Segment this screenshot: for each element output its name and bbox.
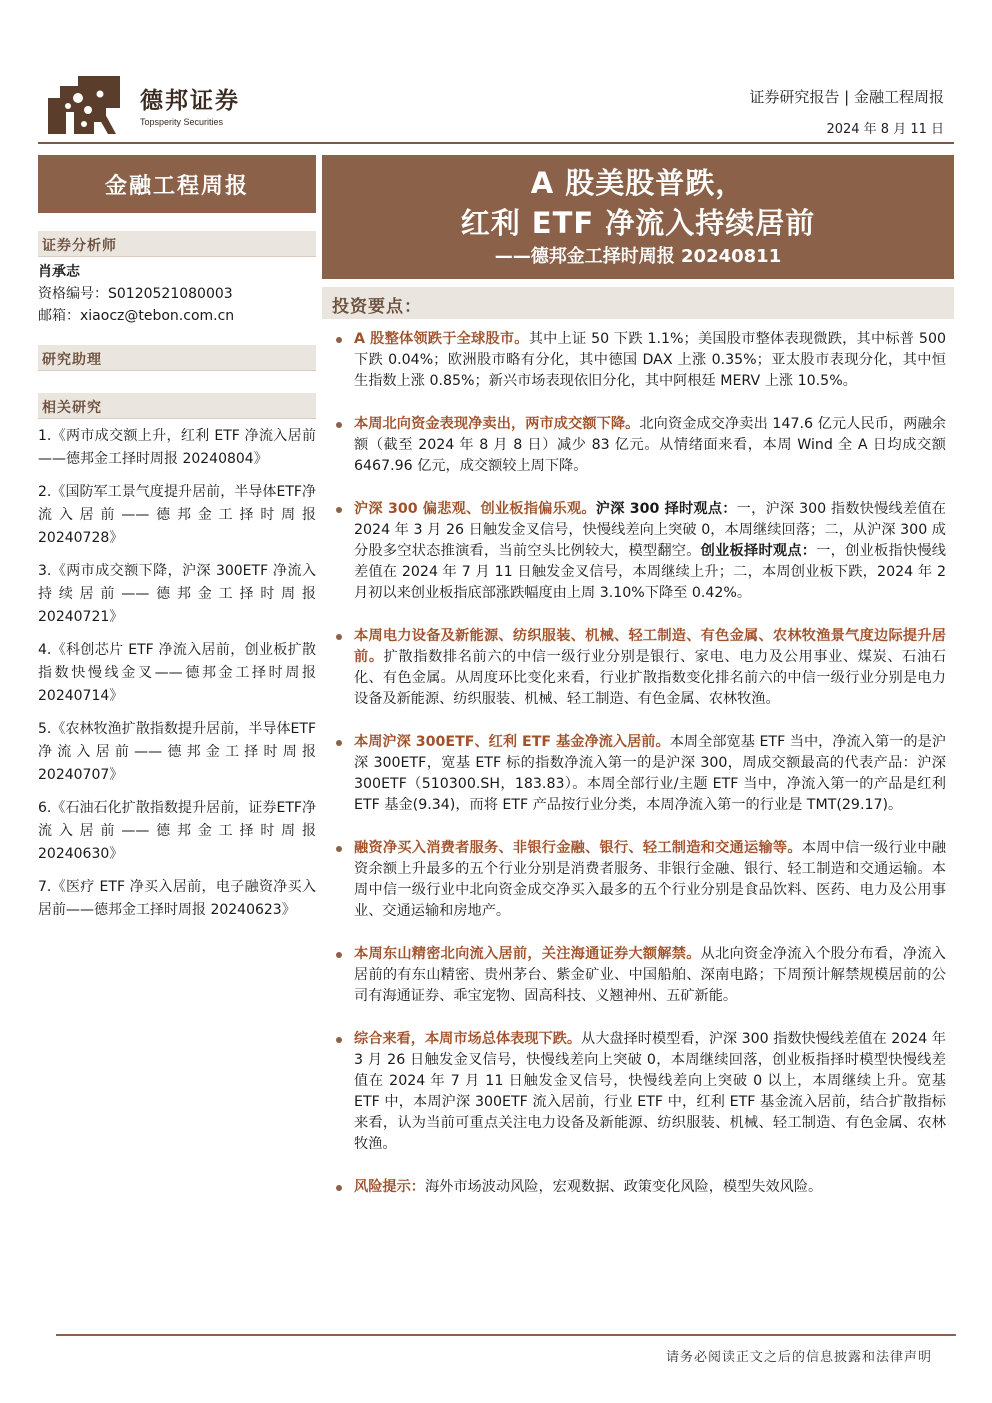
analyst-email: 邮箱：xiaocz@tebon.com.cn [38, 308, 235, 324]
point-highlight: 沪深 300 偏悲观、创业板指偏乐观。 [354, 501, 596, 517]
related-research-item[interactable]: 7.《医疗 ETF 净买入居前，电子融资净买入居前——德邦金工择时周报 20240623》 [38, 879, 316, 918]
point-text: 海外市场波动风险，宏观数据、政策变化风险，模型失效风险。 [424, 1179, 823, 1195]
point-text: 北向资金成交净卖出 147.6 亿元人民币，两融余额（截至 2024 年 8 月 8 日）减少 83 亿元。从情绪面来看，本周 Wind 全 A 日均成交额 6467.96 亿元，成交额较上周下降。 [354, 416, 946, 474]
bullet-icon [336, 634, 342, 640]
brand [140, 82, 240, 127]
point-item [322, 732, 954, 816]
tebon-logo-icon [44, 72, 124, 138]
related-research-item[interactable]: 5.《农林牧渔扩散指数提升居前，半导体ETF净流入居前——德邦金工择时周报 20240707》 [38, 721, 316, 783]
bullet-icon [336, 740, 342, 746]
point-highlight: A 股整体领跌于全球股市。 [354, 331, 529, 347]
point-text: 本周全部宽基 ETF 当中，净流入第一的是沪深 300ETF，宽基 ETF 标的指数净流入第一的是沪深 300，周成交额最高的代表产品：沪深 300ETF（510300.SH，183.83）。本周全部行业/主题 ETF 当中，净流入第一的产品是红利 ETF 基金(9.34)，而将 ETF 产品按行业分类，本周净流入第一的行业是 TMT(29.17)。 [354, 734, 947, 813]
related-research-item[interactable]: 3.《两市成交额下降，沪深 300ETF 净流入持续居前——德邦金工择时周报 20240721》 [38, 563, 316, 625]
point-item [322, 626, 954, 710]
bullet-icon [336, 507, 342, 513]
related-research-item[interactable]: 4.《科创芯片 ETF 净流入居前，创业板扩散指数快慢线金叉——德邦金工择时周报 20240714》 [38, 642, 316, 704]
footer-disclaimer[interactable]: 请务必阅读正文之后的信息披露和法律声明 [665, 1350, 932, 1365]
point-highlight: 本周电力设备及新能源、纺织服装、机械、轻工制造、有色金属、农林牧渔景气度边际提升居前。 [354, 628, 946, 665]
point-item [322, 1177, 954, 1198]
analyst-section-head: 证券分析师 [38, 231, 316, 257]
point-text: 扩散指数排名前六的中信一级行业分别是银行、家电、电力及公用事业、煤炭、石油石化、有色金属。从周度环比变化来看，行业扩散指数变化排名前六的中信一级行业分别是电力设备及新能源、纺织服装、机械、轻工制造、有色金属、农林牧渔。 [354, 649, 946, 707]
point-item [322, 414, 954, 477]
report-title-line2: 红利 ETF 净流入持续居前 [460, 206, 816, 240]
point-item [322, 838, 954, 922]
related-research-list [38, 425, 316, 922]
point-highlight: 综合来看，本周市场总体表现下跌。 [354, 1031, 582, 1047]
investment-points [322, 329, 954, 1198]
footer-divider [56, 1334, 956, 1336]
assistant-section-head: 研究助理 [38, 345, 316, 371]
point-text: 从大盘择时模型看，沪深 300 指数快慢线差值在 2024 年 3 月 26 日触发金叉信号，快慢线差向上突破 0，本周继续回落，创业板指择时模型快慢线差值在 2024 年 7 月 11 日触发金叉信号，快慢线差向上突破 0 以上，本周继续上升。宽基 ETF 中，本周沪深 300ETF 流入居前，行业 ETF 中，红利 ETF 基金流入居前，结合扩散指标来看，认为当前可重点关注电力设备及新能源、纺织服装、机械、轻工制造、有色金属、农林牧渔。 [354, 1031, 946, 1152]
point-text: 本周中信一级行业中融资余额上升最多的五个行业分别是消费者服务、非银行金融、银行、轻工制造和交通运输。本周中信一级行业中北向资金成交净买入最多的五个行业分别是食品饮料、医药、电力及公用事业、交通运输和房地产。 [354, 840, 946, 919]
analyst-license: 资格编号：S0120521080003 [38, 286, 233, 302]
bullet-icon [336, 337, 342, 343]
point-item [322, 329, 954, 392]
point-highlight: 本周沪深 300ETF、红利 ETF 基金净流入居前。 [354, 734, 670, 750]
analyst-info [38, 261, 316, 327]
point-highlight: 风险提示： [354, 1179, 425, 1195]
doc-type: 证券研究报告 | 金融工程周报 [749, 88, 944, 106]
header-divider [38, 142, 954, 144]
point-text: 从北向资金净流入个股分布看，净流入居前的有东山精密、贵州茅台、紫金矿业、中国船舶、深南电路；下周预计解禁规模居前的公司有海通证券、乖宝宠物、固高科技、义翘神州、五矿新能。 [354, 946, 946, 1004]
point-text: 一，创业板指快慢线差值在 2024 年 7 月 11 日触发金叉信号，本周继续上升；二，本周创业板下跌，2024 年 2 月初以来创业板指底部涨跌幅度由上周 3.10%下降至 0.42%。 [354, 543, 946, 601]
bullet-icon [336, 1185, 342, 1191]
report-type-box: 金融工程周报 [38, 155, 316, 213]
doc-date: 2024 年 8 月 11 日 [826, 122, 944, 137]
point-highlight: 融资净买入消费者服务、非银行金融、银行、轻工制造和交通运输等。 [354, 840, 802, 856]
point-highlight: 本周北向资金表现净卖出，两市成交额下降。 [354, 416, 640, 432]
main-content [322, 155, 954, 1220]
point-bold: 创业板择时观点： [700, 543, 817, 559]
report-subtitle: ——德邦金工择时周报 20240811 [494, 246, 782, 267]
related-research-item[interactable]: 2.《国防军工景气度提升居前，半导体ETF净流入居前——德邦金工择时周报 20240728》 [38, 484, 316, 546]
bullet-icon [336, 1037, 342, 1043]
page-header [0, 0, 992, 150]
left-sidebar [38, 155, 316, 932]
point-item [322, 944, 954, 1007]
brand-name-en: Topsperity Securities [140, 117, 224, 127]
bullet-icon [336, 952, 342, 958]
point-highlight: 本周东山精密北向流入居前，关注海通证券大额解禁。 [354, 946, 701, 962]
point-text: 一，沪深 300 指数快慢线差值在 2024 年 3 月 26 日触发金叉信号，快慢线差向上突破 0，本周继续回落；二，从沪深 300 成分股多空状态推演看，当前空头比例较大，模型翻空。 [354, 501, 946, 559]
point-item [322, 499, 954, 604]
analyst-name: 肖承志 [38, 264, 80, 280]
bullet-icon [336, 422, 342, 428]
report-title-line1: A 股美股普跌， [530, 166, 746, 200]
bullet-icon [336, 846, 342, 852]
related-research-item[interactable]: 1.《两市成交额上升，红利 ETF 净流入居前——德邦金工择时周报 20240804》 [38, 428, 316, 467]
investment-points-head: 投资要点： [322, 287, 954, 319]
brand-name-cn: 德邦证券 [140, 88, 240, 114]
point-text: 其中上证 50 下跌 1.1%；美国股市整体表现微跌，其中标普 500 下跌 0.04%；欧洲股市略有分化，其中德国 DAX 上涨 0.35%；亚太股市表现分化，其中恒生指数上涨 0.85%；新兴市场表现依旧分化，其中阿根廷 MERV 上涨 10.5%。 [354, 331, 947, 389]
point-item [322, 1029, 954, 1155]
related-research-item[interactable]: 6.《石油石化扩散指数提升居前，证券ETF净流入居前——德邦金工择时周报 20240630》 [38, 800, 316, 862]
report-title-box [322, 155, 954, 279]
point-bold: 沪深 300 择时观点： [595, 501, 737, 517]
related-section-head: 相关研究 [38, 393, 316, 419]
